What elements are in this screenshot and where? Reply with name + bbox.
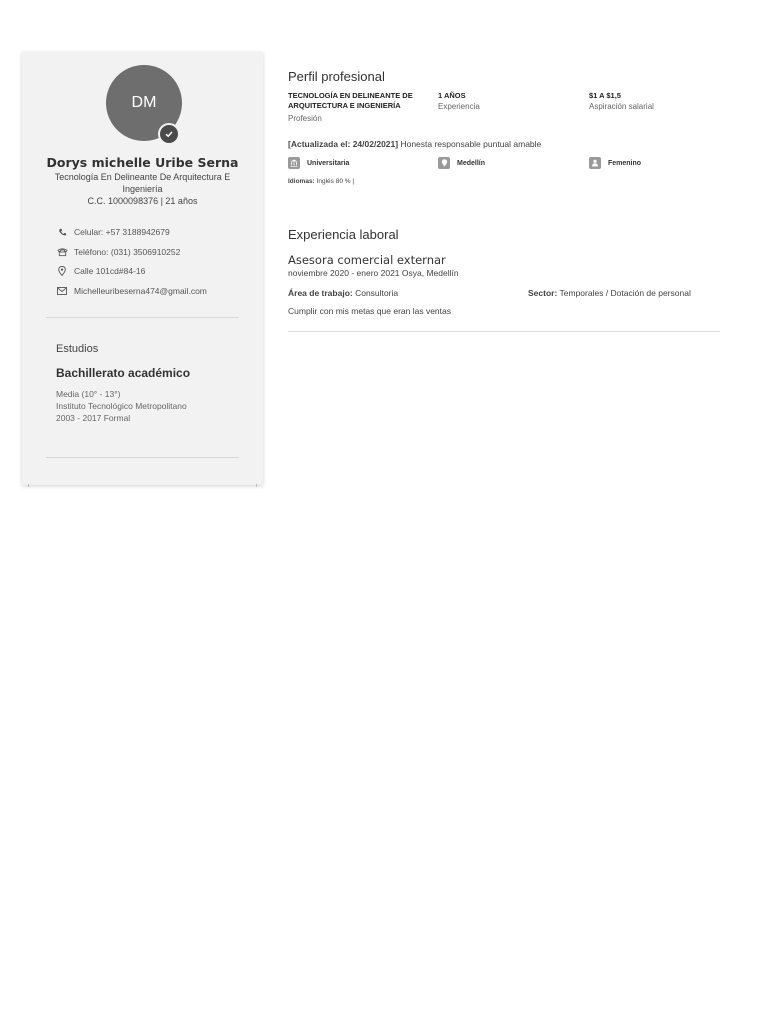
languages-label: Idiomas: [288,178,315,185]
gender: Femenino [608,159,642,167]
candidate-name: Dorys michelle Uribe Serna [46,155,239,170]
city: Medellín [457,159,486,167]
education-chip [288,157,349,169]
work-area-value: Consultoria [352,288,399,298]
updated-date: [Actualizada el: 24/02/2021] [288,139,399,149]
contact-email-text: Michelleuribeserna474@gmail.com [74,286,207,296]
profile-sidebar [22,52,263,485]
envelope-icon [56,285,68,297]
profession-value: TECNOLOGÍA EN DELINEANTE DE ARQUITECTURA E INGENIERÍA [288,91,413,110]
location-pin-icon [438,157,450,169]
contact-address-text: Calle 101cd#84-16 [74,266,146,276]
contact-phone [56,246,180,258]
city-chip [438,157,485,169]
experience-value: 1 AÑOS [438,91,466,100]
sidebar-divider [46,317,239,318]
studies-years: 2003 - 2017 Formal [56,413,131,423]
telephone-icon [56,246,68,258]
salary-label: Aspiración salarial [589,102,654,111]
gender-chip [589,157,641,169]
profession-label: Profesión [288,114,322,123]
institution-icon [288,157,300,169]
person-icon [589,157,601,169]
profile-summary [288,139,541,149]
salary-value: $1 A $1,5 [589,91,621,100]
job-title: Asesora comercial externar [288,253,446,267]
candidate-id-age: C.C. 1000098376 | 21 años [87,196,198,206]
work-sector [528,288,691,298]
education-level: Universitaria [307,159,350,167]
contact-cell [56,226,170,238]
profile-summary-text: Honesta responsable puntual amable [398,139,542,149]
profile-heading: Perfil profesional [288,69,385,84]
candidate-title: Tecnología En Delineante De Arquitectura E Ingeniería [54,172,231,194]
studies-level: Media (10° - 13°) [56,389,121,399]
contact-cell-text: Celular: +57 3188942679 [74,227,170,237]
phone-icon [56,226,68,238]
studies-institution: Instituto Tecnológico Metropolitano [56,401,187,411]
languages-value: Inglés 80 % | [316,178,355,185]
studies-title: Bachillerato académico [56,366,191,380]
contact-email [56,285,207,297]
work-area-label: Área de trabajo: [288,288,353,298]
location-pin-icon [56,265,68,277]
experience-heading: Experiencia laboral [288,227,399,242]
sidebar-divider [46,457,239,458]
studies-heading: Estudios [56,343,99,355]
avatar-initials: DM [131,94,157,111]
work-sector-label: Sector: [528,288,558,298]
contact-address [56,265,145,277]
languages [288,178,354,185]
section-divider [288,331,720,332]
job-meta: noviembre 2020 - enero 2021 Osya, Medellín [288,268,459,278]
job-description: Cumplir con mis metas que eran las ventas [288,306,451,316]
work-area [288,288,398,298]
experience-label: Experiencia [438,102,480,111]
verified-check-icon [158,123,180,145]
contact-phone-text: Teléfono: (031) 3506910252 [74,247,181,257]
work-sector-value: Temporales / Dotación de personal [557,288,691,298]
